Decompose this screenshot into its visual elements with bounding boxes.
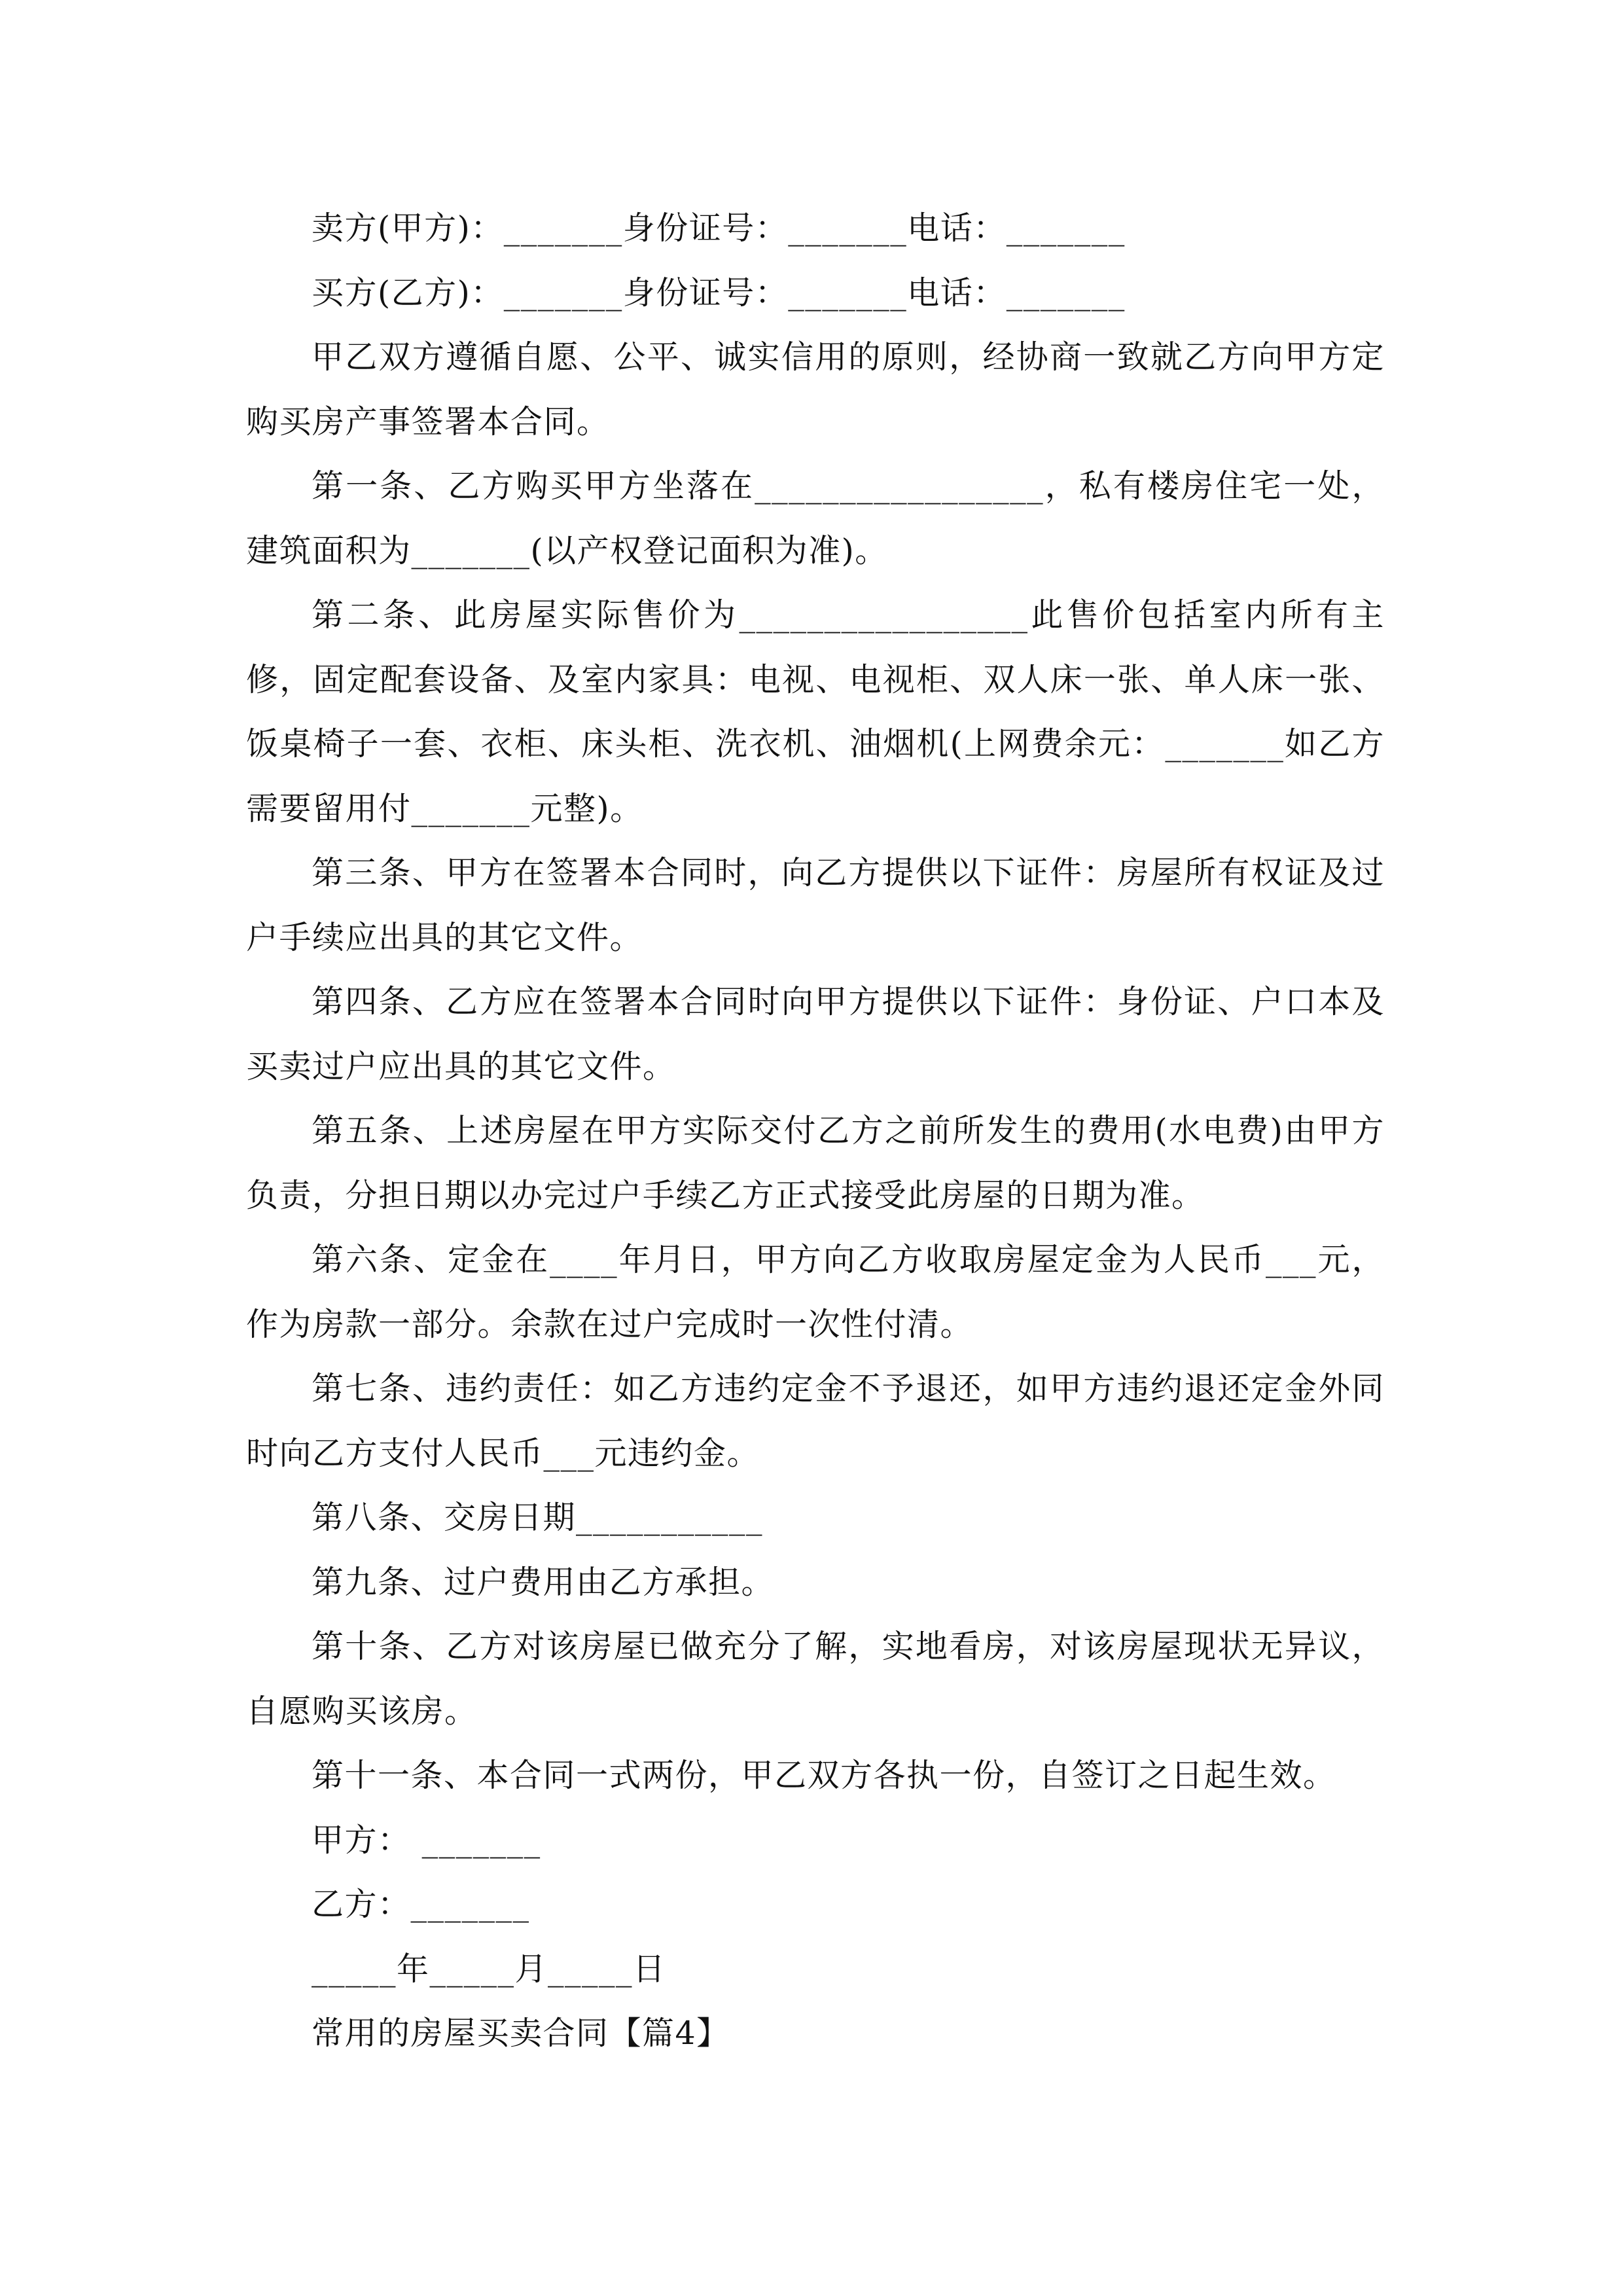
article-9: 第九条、过户费用由乙方承担。	[312, 1563, 775, 1601]
contract-intro: 甲乙双方遵循自愿、公平、诚实信用的原则，经协商一致就乙方向甲方定购买房产事签署本合同。	[246, 338, 1385, 440]
article-1: 第一条、乙方购买甲方坐落在_________________，私有楼房住宅一处，建筑面积为_______(以产权登记面积为准)。	[246, 467, 1385, 569]
article-10: 第十条、乙方对该房屋已做充分了解，实地看房，对该房屋现状无异议，自愿购买该房。	[246, 1628, 1385, 1730]
buyer-info-line: 买方(乙方)：_______身份证号：_______电话：_______	[312, 274, 1126, 312]
article-5: 第五条、上述房屋在甲方实际交付乙方之前所发生的费用(水电费)由甲方负责，分担日期以办完过户手续乙方正式接受此房屋的日期为准。	[246, 1112, 1385, 1214]
article-7: 第七条、违约责任：如乙方违约定金不予退还，如甲方违约退还定金外同时向乙方支付人民币___元违约金。	[246, 1370, 1385, 1472]
article-4: 第四条、乙方应在签署本合同时向甲方提供以下证件：身份证、户口本及买卖过户应出具的其它文件。	[246, 983, 1385, 1085]
article-6: 第六条、定金在____年月日，甲方向乙方收取房屋定金为人民币___元，作为房款一部分。余款在过户完成时一次性付清。	[246, 1241, 1385, 1343]
party-a-signature: 甲方： _______	[312, 1821, 541, 1859]
article-8: 第八条、交房日期___________	[312, 1499, 764, 1536]
article-11: 第十一条、本合同一式两份，甲乙双方各执一份，自签订之日起生效。	[312, 1757, 1336, 1794]
contract-body	[246, 196, 1385, 2066]
seller-info-line: 卖方(甲方)：_______身份证号：_______电话：_______	[312, 209, 1126, 247]
article-2: 第二条、此房屋实际售价为_________________此售价包括室内所有主修，固定配套设备、及室内家具：电视、电视柜、双人床一张、单人床一张、饭桌椅子一套、衣柜、床头柜、洗衣机、油烟机(上网费余元：_______如乙方需要留用付_______元整)。	[246, 596, 1385, 827]
next-section-title: 常用的房屋买卖合同【篇4】	[312, 2015, 730, 2052]
party-b-signature: 乙方：_______	[312, 1886, 530, 1923]
article-3: 第三条、甲方在签署本合同时，向乙方提供以下证件：房屋所有权证及过户手续应出具的其它文件。	[246, 854, 1385, 956]
signing-date: _____年_____月_____日	[312, 1950, 666, 1988]
